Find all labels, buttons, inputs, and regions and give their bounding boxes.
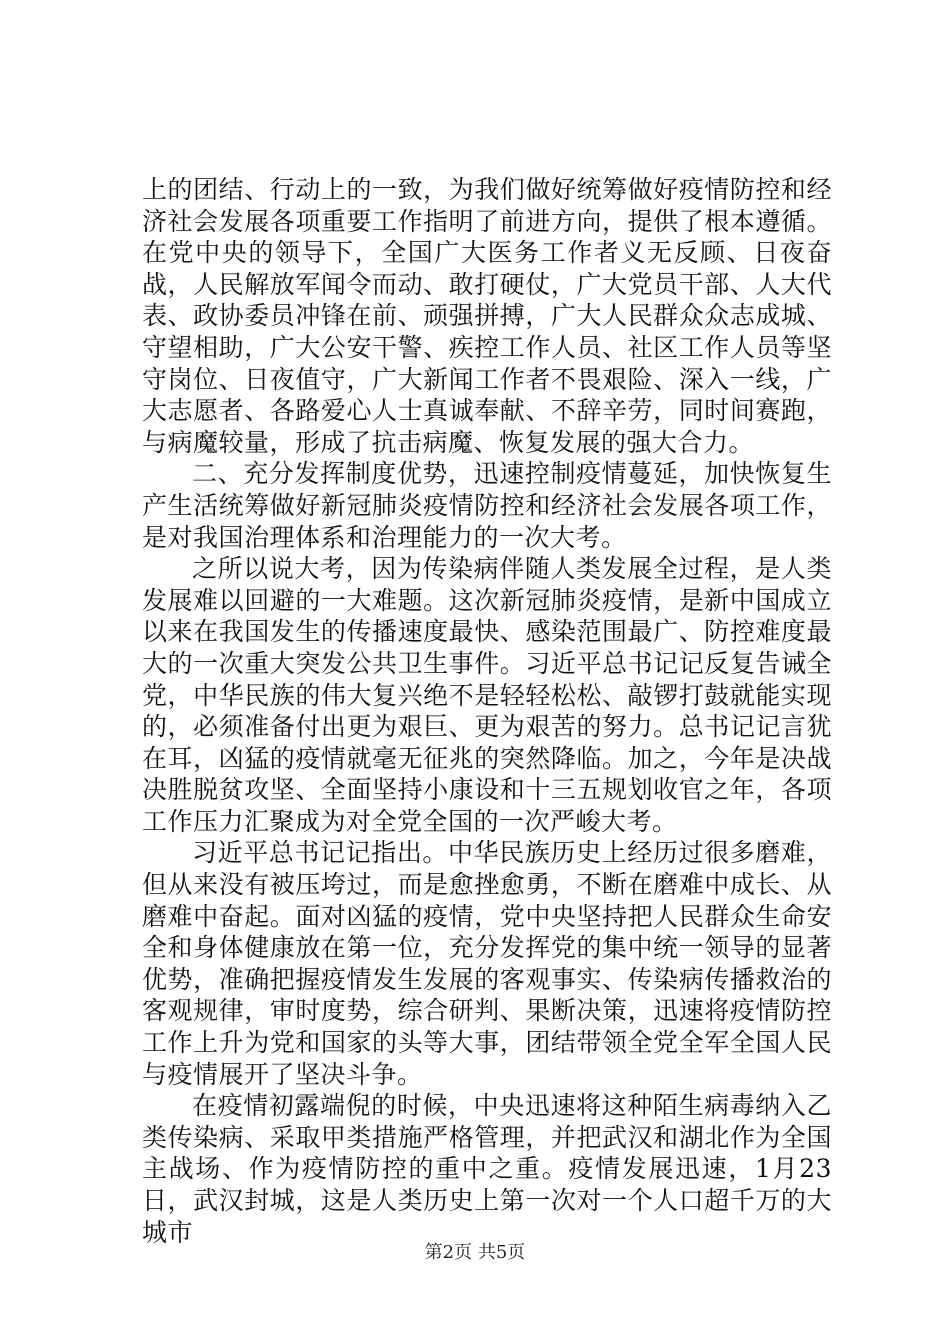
paragraph-1: 上的团结、行动上的一致，为我们做好统筹做好疫情防控和经济社会发展各项重要工作指明了前进方向，提供了根本遵循。在党中央的领导下，全国广大医务工作者义无反顾、日夜奋战，人民解放军闻令而动、敢打硬仗，广大党员干部、人大代表、政协委员冲锋在前、顽强拼搏，广大人民群众众志成城、守望相助，广大公安干警、疾控工作人员、社区工作人员等坚守岗位、日夜值守，广大新闻工作者不畏艰险、深入一线，广大志愿者、各路爱心人士真诚奉献、不辞辛劳，同时间赛跑，与病魔较量，形成了抗击病魔、恢复发展的强大合力。	[142, 175, 832, 457]
document-body	[142, 174, 832, 1248]
paragraph-5: 在疫情初露端倪的时候，中央迅速将这种陌生病毒纳入乙类传染病、采取甲类措施严格管理，并把武汉和湖北作为全国主战场、作为疫情防控的重中之重。疫情发展迅速，1月23日，武汉封城，这是人类历史上第一次对一个人口超千万的大城市	[142, 1091, 832, 1247]
paragraph-4: 习近平总书记记指出。中华民族历史上经历过很多磨难，但从来没有被压垮过，而是愈挫愈勇，不断在磨难中成长、从磨难中奋起。面对凶猛的疫情，党中央坚持把人民群众生命安全和身体健康放在第一位，充分发挥党的集中统一领导的显著优势，准确把握疫情发生发展的客观事实、传染病传播救治的客观规律，审时度势，综合研判、果断决策，迅速将疫情防控工作上升为党和国家的头等大事，团结带领全党全军全国人民与疫情展开了坚决斗争。	[142, 838, 832, 1089]
paragraph-3: 之所以说大考，因为传染病伴随人类发展全过程，是人类发展难以回避的一大难题。这次新冠肺炎疫情，是新中国成立以来在我国发生的传播速度最快、感染范围最广、防控难度最大的一次重大突发公共卫生事件。习近平总书记记反复告诫全党，中华民族的伟大复兴绝不是轻轻松松、敲锣打鼓就能实现的，必须准备付出更为艰巨、更为艰苦的努力。总书记记言犹在耳，凶猛的疫情就毫无征兆的突然降临。加之，今年是决战决胜脱贫攻坚、全面坚持小康设和十三五规划收官之年，各项工作压力汇聚成为对全党全国的一次严峻大考。	[142, 554, 832, 836]
page-footer: 第2页 共5页	[424, 1242, 526, 1263]
paragraph-2: 二、充分发挥制度优势，迅速控制疫情蔓延，加快恢复生产生活统筹做好新冠肺炎疫情防控和经济社会发展各项工作，是对我国治理体系和治理能力的一次大考。	[142, 459, 832, 552]
